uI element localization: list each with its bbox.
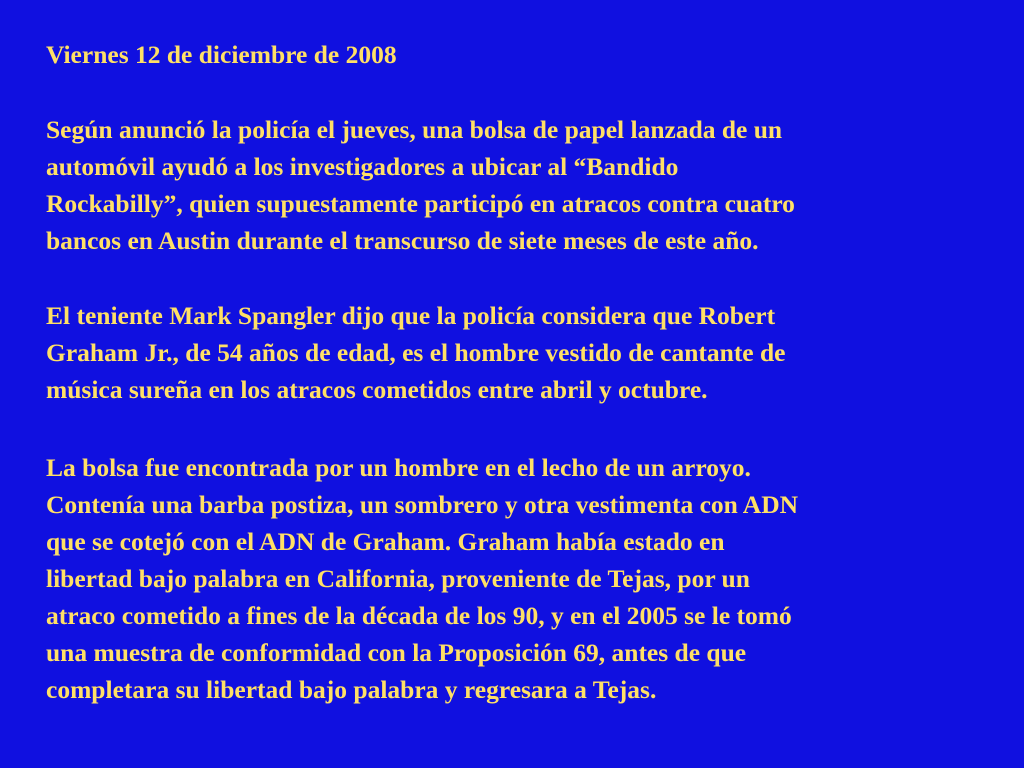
paragraph-line: Según anunció la policía el jueves, una bolsa de papel lanzada de un bbox=[46, 115, 783, 144]
paragraph-1 bbox=[46, 111, 996, 259]
paragraph-line: El teniente Mark Spangler dijo que la policía considera que Robert bbox=[46, 301, 776, 330]
paragraph-line: atraco cometido a fines de la década de los 90, y en el 2005 se le tomó bbox=[46, 601, 792, 630]
date-text: Viernes 12 de diciembre de 2008 bbox=[46, 40, 397, 69]
paragraph-line: música sureña en los atracos cometidos entre abril y octubre. bbox=[46, 375, 708, 404]
paragraph-line: libertad bajo palabra en California, proveniente de Tejas, por un bbox=[46, 564, 750, 593]
paragraph-line: una muestra de conformidad con la Proposición 69, antes de que bbox=[46, 638, 747, 667]
paragraph-line: bancos en Austin durante el transcurso de siete meses de este año. bbox=[46, 226, 759, 255]
paragraph-line: Rockabilly”, quien supuestamente participó en atracos contra cuatro bbox=[46, 189, 795, 218]
paragraph-3 bbox=[46, 449, 996, 708]
paragraph-line: Graham Jr., de 54 años de edad, es el hombre vestido de cantante de bbox=[46, 338, 786, 367]
date-heading bbox=[46, 36, 996, 73]
paragraph-line: Contenía una barba postiza, un sombrero y otra vestimenta con ADN bbox=[46, 490, 799, 519]
paragraph-line: que se cotejó con el ADN de Graham. Graham había estado en bbox=[46, 527, 725, 556]
paragraph-line: automóvil ayudó a los investigadores a ubicar al “Bandido bbox=[46, 152, 679, 181]
paragraph-line: La bolsa fue encontrada por un hombre en el lecho de un arroyo. bbox=[46, 453, 751, 482]
paragraph-line: completara su libertad bajo palabra y regresara a Tejas. bbox=[46, 675, 657, 704]
paragraph-2 bbox=[46, 297, 996, 408]
